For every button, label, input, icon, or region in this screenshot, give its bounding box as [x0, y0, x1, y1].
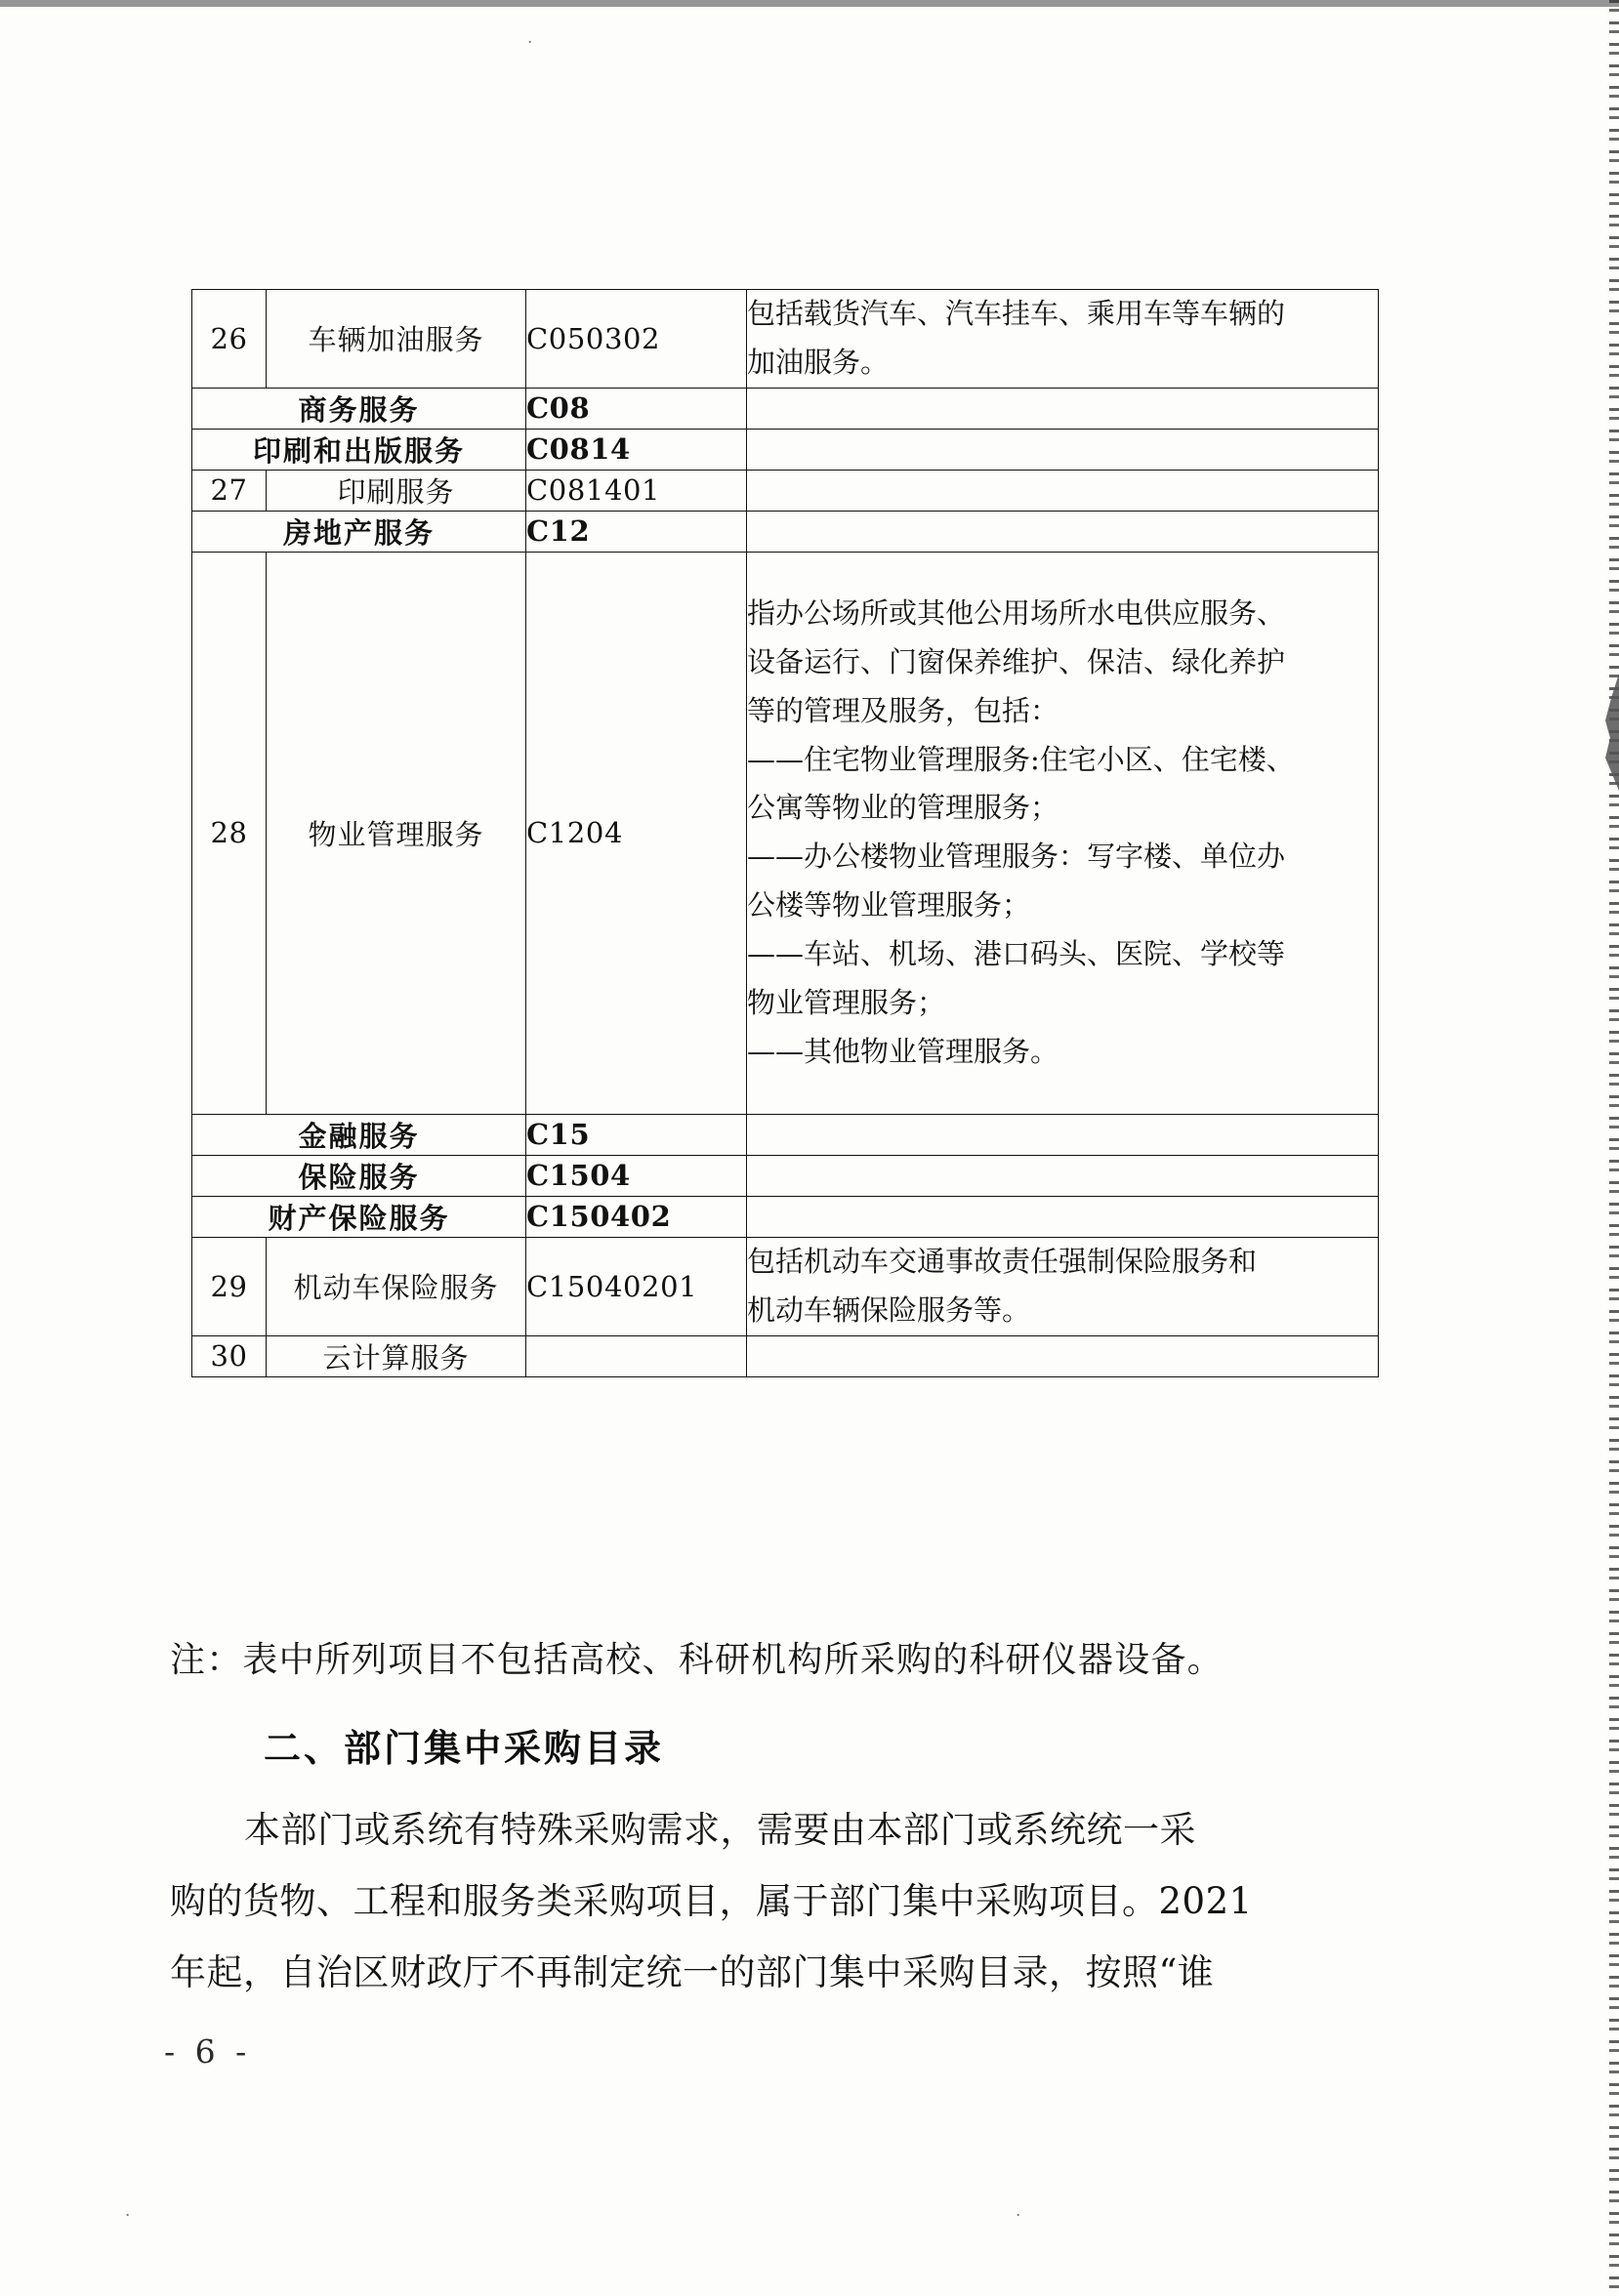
item-code: C050302 — [526, 290, 747, 389]
item-description — [747, 1155, 1379, 1196]
description-line: 包括机动车交通事故责任强制保险服务和 — [747, 1244, 1258, 1278]
row-number: 29 — [192, 1237, 267, 1335]
crop-mark-bottom-right: · — [1016, 2206, 1021, 2226]
item-code: C15040201 — [526, 1237, 747, 1335]
table-row — [192, 1335, 1379, 1376]
item-code: C081401 — [526, 470, 747, 511]
description-line: 等的管理及服务，包括： — [747, 693, 1059, 727]
table-row — [192, 470, 1379, 511]
paragraph-line: 年起，自治区财政厅不再制定统一的部门集中采购目录，按照“谁 — [170, 1951, 1215, 1993]
item-description — [747, 1114, 1379, 1155]
row-number: 26 — [192, 290, 267, 389]
category-code: C12 — [526, 511, 747, 552]
description-line: ——住宅物业管理服务:住宅小区、住宅楼、 — [747, 742, 1295, 776]
item-description — [747, 1237, 1379, 1335]
row-number: 27 — [192, 470, 267, 511]
category-name: 商务服务 — [192, 388, 526, 429]
description-line: 包括载货汽车、汽车挂车、乘用车等车辆的 — [747, 297, 1286, 330]
body-paragraph — [170, 1809, 1412, 2026]
item-description — [747, 1196, 1379, 1237]
section-heading: 二、部门集中采购目录 — [264, 1727, 665, 1770]
description-line: 设备运行、门窗保养维护、保洁、绿化养护 — [747, 644, 1286, 678]
category-name: 保险服务 — [192, 1155, 526, 1196]
crop-mark-bottom-left: · — [125, 2206, 131, 2226]
category-code: C150402 — [526, 1196, 747, 1237]
description-line: 机动车辆保险服务等。 — [747, 1292, 1031, 1327]
item-description — [747, 552, 1379, 1114]
item-name: 物业管理服务 — [267, 552, 526, 1114]
procurement-catalog-table — [191, 289, 1379, 1377]
table-row — [192, 290, 1379, 389]
item-description — [747, 511, 1379, 552]
page-content — [164, 0, 1392, 2296]
item-name: 机动车保险服务 — [267, 1237, 526, 1335]
row-number: 30 — [192, 1335, 267, 1376]
item-description — [747, 1335, 1379, 1376]
crop-mark-top: · — [527, 33, 533, 53]
item-code: C1204 — [526, 552, 747, 1114]
table-row — [192, 552, 1379, 1114]
description-line: 公寓等物业的管理服务； — [747, 791, 1059, 825]
table-row — [192, 1237, 1379, 1335]
item-description — [747, 429, 1379, 470]
description-line: 加油服务。 — [747, 345, 890, 379]
table-row — [192, 511, 1379, 552]
item-name: 车辆加油服务 — [267, 290, 526, 389]
category-code: C08 — [526, 388, 747, 429]
table-row — [192, 1196, 1379, 1237]
category-code: C15 — [526, 1114, 747, 1155]
scan-edge-right-binding — [1609, 0, 1619, 2296]
category-name: 房地产服务 — [192, 511, 526, 552]
table-row — [192, 388, 1379, 429]
table-row — [192, 429, 1379, 470]
table-row — [192, 1155, 1379, 1196]
description-line: ——办公楼物业管理服务：写字楼、单位办 — [747, 840, 1286, 874]
item-name: 云计算服务 — [267, 1335, 526, 1376]
category-name: 财产保险服务 — [192, 1196, 526, 1237]
item-description — [747, 470, 1379, 511]
category-code: C0814 — [526, 429, 747, 470]
description-line: ——车站、机场、港口码头、医院、学校等 — [747, 937, 1286, 970]
description-line: 指办公场所或其他公用场所水电供应服务、 — [747, 595, 1286, 630]
item-description — [747, 290, 1379, 389]
category-name: 印刷和出版服务 — [192, 429, 526, 470]
item-code — [526, 1335, 747, 1376]
item-description — [747, 388, 1379, 429]
category-name: 金融服务 — [192, 1114, 526, 1155]
page-number: - 6 - — [164, 2032, 252, 2070]
paragraph-line: 购的货物、工程和服务类采购项目，属于部门集中采购项目。2021 — [170, 1880, 1253, 1922]
row-number: 28 — [192, 552, 267, 1114]
description-line: 公楼等物业管理服务； — [747, 888, 1031, 922]
table-note: 注：表中所列项目不包括高校、科研机构所采购的科研仪器设备。 — [170, 1640, 1224, 1680]
paragraph-line: 本部门或系统有特殊采购需求，需要由本部门或系统统一采 — [244, 1809, 1196, 1851]
description-line: 物业管理服务； — [747, 985, 946, 1019]
table-row — [192, 1114, 1379, 1155]
category-code: C1504 — [526, 1155, 747, 1196]
description-line: ——其他物业管理服务。 — [747, 1034, 1059, 1068]
item-name: 印刷服务 — [267, 470, 526, 511]
